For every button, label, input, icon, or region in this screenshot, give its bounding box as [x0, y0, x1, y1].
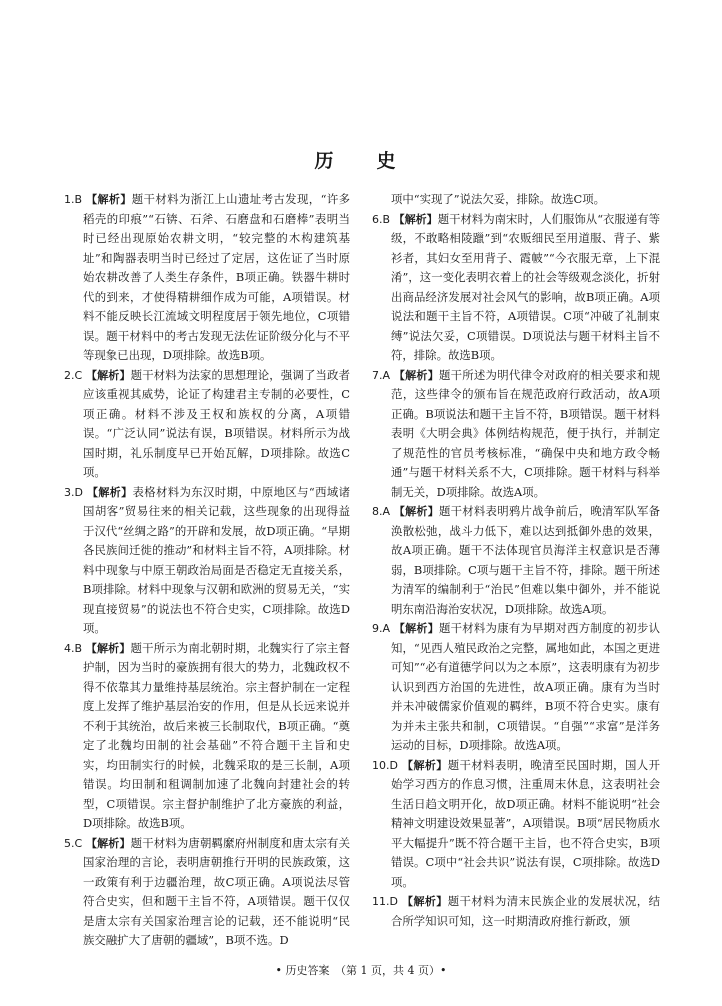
answer-item-7 — [372, 366, 660, 503]
answer-number: 2.C — [64, 368, 83, 382]
answer-text: 题干材料为清末民族企业的发展状况，结合所学知识可知，这一时期清政府推行新政，颁 — [391, 894, 660, 928]
analysis-tag: 【解析】 — [85, 368, 131, 382]
answer-text: 题干材料表明鸦片战争前后，晚清军队军备涣散松弛，战斗力低下，难以达到抵御外患的效果，故A项正确。题干不法体现官员海洋主权意识是否薄弱，B项排除。C项与题干主旨不符，排除。题干所述为清军的编制利于“治民”但难以集中御外，并不能说明东南沿海治安状况，D项排除。故选A项。 — [391, 504, 660, 616]
answer-item-2 — [64, 366, 350, 483]
analysis-tag: 【解析】 — [393, 505, 439, 518]
answer-number: 3.D — [64, 485, 83, 499]
analysis-tag: 【解析】 — [86, 485, 133, 499]
answer-text: 题干材料表明，晚清至民国时期，国人开始学习西方的作息习惯，注重周末休息，这表明社会生活日趋文明开化，故D项正确。材料不能说明“社会精神文明建设效果显著”，A项错误。B项“居民物质水平大幅提升”既不符合题干主旨，也不符合史实，B项错误。C项中“社会共识”说法有误，C项排除。故选D项。 — [391, 757, 660, 889]
answer-item-10 — [372, 756, 660, 893]
answer-number: 8.A — [372, 505, 391, 518]
answer-text: 题干材料为康有为早期对西方制度的初步认知，“见西人殖民政治之完整，属地如此，本国之更进可知”“必有道德学问以为之本原”，这表明康有为初步认识到西方治国的先进性，故A项正确。康有为当时并未冲破儒家价值观的羁绊，B项不符合史实。康有为并未主张共和制，C项错误。“自强”“求富”是洋务运动的目标，D项排除。故选A项。 — [391, 621, 660, 752]
left-column — [64, 190, 350, 951]
answer-text: 题干材料为法家的思想理论，强调了当政者应该重视其威势，论证了构建君主专制的必要性，C项正确。材料不涉及王权和族权的分离，A项错误。“广泛认同”说法有误，B项错误。材料所示为战国时期，礼乐制度早已开始瓦解，D项排除。故选C项。 — [83, 367, 350, 479]
answer-number: 5.C — [64, 836, 83, 850]
analysis-tag: 【解析】 — [402, 758, 448, 772]
answer-item-4 — [64, 639, 350, 834]
analysis-tag: 【解析】 — [393, 212, 438, 226]
answer-number: 4.B — [64, 641, 83, 655]
answer-text: 题干材料为浙江上山遗址考古发现，“许多稻壳的印痕”“石锛、石斧、石磨盘和石磨棒”表明当时已经出现原始农耕文明，“较完整的木构建筑基址”和陶器表明当时已经过了定居，这佐证了当时原始农耕改善了人类生存条件，B项正确。铁器牛耕时代的到来，才使得精耕细作成为可能，A项错误。材料不能反映长江流域文明程度居于领先地位，C项错误。题干材料中的考古发现无法佐证阶级分化与不平等现象已出现，D项排除。故选B项。 — [83, 192, 351, 362]
answer-item-1 — [64, 190, 350, 366]
answer-item-8 — [372, 502, 660, 619]
answer-number: 1.B — [64, 193, 83, 206]
answer-text: 题干材料为唐朝羁縻府州制度和唐太宗有关国家治理的言论，表明唐朝推行开明的民族政策，这一政策有利于边疆治理，故C项正确。A项说法尽管符合史实，但和题干主旨不符，A项错误。题干仅仅是唐太宗有关国家治理言论的记载，还不能说明“民族交融扩大了唐朝的疆域”，B项不选。D — [83, 835, 350, 947]
answer-text: 表格材料为东汉时期，中原地区与“西域诸国胡客”贸易往来的相关记载，这些现象的出现得益于汉代“丝绸之路”的开辟和发展，故D项正确。“早期各民族间迁徙的推动”和材料主旨不符，A项排除。材料中现象与中原王朝政治局面是否稳定无直接关系，B项排除。材料中现象与汉朝和欧洲的贸易无关，“实现直接贸易”的说法也不符合史实，C项排除。故选D项。 — [83, 484, 351, 635]
answer-number: 9.A — [372, 622, 391, 635]
answer-item-5 — [64, 834, 350, 951]
answer-item-5-continued — [372, 190, 660, 210]
answer-number: 7.A — [372, 368, 391, 382]
answer-number: 6.B — [372, 212, 391, 226]
answer-text: 项中“实现了”说法欠妥，排除。故选C项。 — [391, 192, 606, 206]
answer-item-3 — [64, 483, 350, 639]
page-title: 历 史 — [314, 150, 408, 172]
right-column — [372, 190, 660, 931]
answer-text: 题干所述为明代律令对政府的相关要求和规范，这些律令的颁布旨在规范政府行政活动，故A项正确。B项说法和题干主旨不符，B项错误。题干材料表明《大明会典》体例结构规范，便于执行，并制定了规范性的官员考核标准，“确保中央和地方政令畅通”与题干材料关系不大，C项排除。题干材料与科举制无关，D项排除。故选A项。 — [391, 367, 660, 499]
analysis-tag: 【解析】 — [86, 193, 132, 206]
answer-item-6 — [372, 210, 660, 366]
page-footer: • 历史答案 （第 1 页，共 4 页）• — [275, 964, 447, 977]
analysis-tag: 【解析】 — [85, 641, 131, 655]
analysis-tag: 【解析】 — [393, 368, 439, 382]
answer-item-11 — [372, 892, 660, 931]
analysis-tag: 【解析】 — [393, 622, 439, 635]
answer-item-9 — [372, 619, 660, 756]
answer-number: 10.D — [372, 758, 398, 772]
answer-text: 题干所示为南北朝时期，北魏实行了宗主督护制，因为当时的豪族拥有很大的势力，北魏政权不得不依靠其力量维持基层统治。宗主督护制在一定程度上发挥了维护基层治安的作用，但是从长远来说并不利于其统治，故后来被三长制取代，B项正确。“奠定了北魏均田制的社会基础”不符合题干主旨和史实，均田制实行的时候，北魏采取的是三长制，A项错误。均田制和租调制加速了北魏向封建社会的转型，C项错误。宗主督护制维护了北方豪族的利益，D项排除。故选B项。 — [83, 640, 350, 830]
analysis-tag: 【解析】 — [85, 836, 131, 850]
analysis-tag: 【解析】 — [402, 895, 448, 908]
answer-number: 11.D — [372, 895, 398, 908]
answer-text: 题干材料为南宋时，人们服饰从“衣服递有等级，不敢略相陵躐”到“农贩细民至用道服、背子、紫衫者，其妇女至用背子、霞帔”“今衣服无章，上下混淆”，这一变化表明衣着上的社会等级观念淡化，折射出商品经济发展对社会风气的影响，故B项正确。A项说法和题干主旨不符，A项错误。C项“冲破了礼制束缚”说法欠妥，C项错误。D项说法与题干材料主旨不符，排除。故选B项。 — [391, 211, 660, 362]
